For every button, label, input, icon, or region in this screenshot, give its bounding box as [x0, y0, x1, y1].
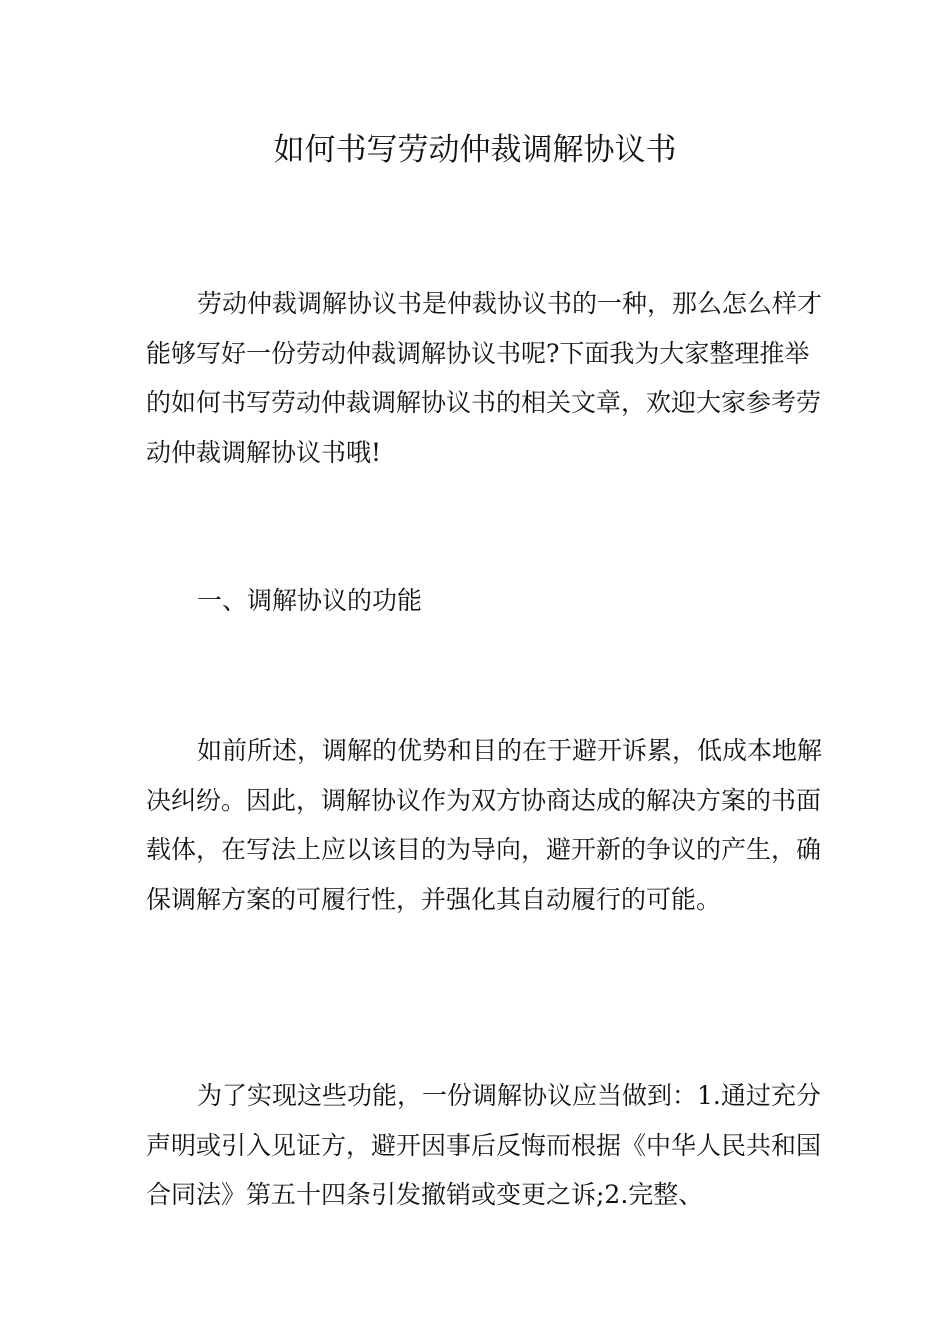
- body-paragraph: 如前所述，调解的优势和目的在于避开诉累，低成本地解决纠纷。因此，调解协议作为双方协商达成的解决方案的书面载体，在写法上应以该目的为导向，避开新的争议的产生，确保调解方案的可履行性，并强化其自动履行的可能。: [146, 736, 823, 914]
- section-heading: 一、调解协议的功能: [197, 586, 423, 615]
- document-title: 如何书写劳动仲裁调解协议书: [273, 132, 677, 168]
- body-paragraph: 为了实现这些功能，一份调解协议应当做到：1.通过充分声明或引入见证方，避开因事后反悔而根据《中华人民共和国合同法》第五十四条引发撤销或变更之诉;2.完整、: [146, 1081, 822, 1209]
- intro-paragraph: 劳动仲裁调解协议书是仲裁协议书的一种，那么怎么样才能够写好一份劳动仲裁调解协议书呢?下面我为大家整理推举的如何书写劳动仲裁调解协议书的相关文章，欢迎大家参考劳动仲裁调解协议书哦!: [146, 289, 823, 467]
